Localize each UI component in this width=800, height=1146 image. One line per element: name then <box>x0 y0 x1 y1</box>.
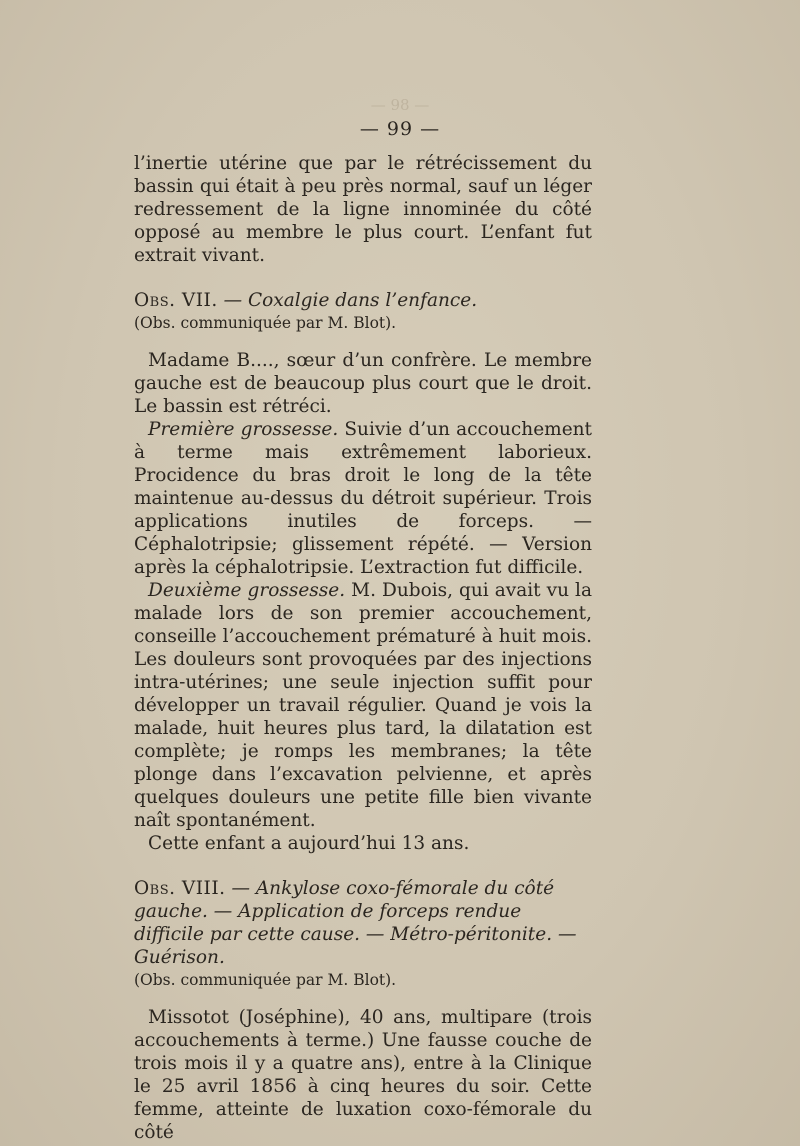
obs-viii-heading <box>134 877 592 969</box>
paragraph: l’inertie utérine que par le rétrécissement du bassin qui était à peu près normal, sauf un léger redressement de la ligne innominée du côté opposé au membre le plus court. L’enfant fut extrait vivant. <box>134 153 592 266</box>
page-number: — 99 — <box>359 118 441 140</box>
paragraph <box>134 579 592 832</box>
obs-viii-title: — Ankylose coxo-fémorale du côté gauche. — Application de forceps rendue difficile par cette cause. — Métro-péritonite. — Guérison. <box>134 878 577 968</box>
obs-vii-label: Obs. VII. <box>134 290 218 311</box>
obs-vii-title: — Coxalgie dans l’enfance. <box>217 290 478 311</box>
paragraph: Madame B...., sœur d’un confrère. Le membre gauche est de beaucoup plus court que le droit. Le bassin est rétréci. <box>134 350 592 417</box>
paragraph-lead: Première grossesse. <box>148 419 339 440</box>
bleed-through-page-number: — 98 — <box>370 96 430 114</box>
obs-viii-credit: (Obs. communiquée par M. Blot). <box>134 971 397 989</box>
paragraph: Cette enfant a aujourd’hui 13 ans. <box>148 833 470 854</box>
obs-vii-heading <box>134 289 592 312</box>
paragraph-lead: Deuxième grossesse. <box>148 580 346 601</box>
body-text <box>134 152 592 1144</box>
paragraph: Missotot (Joséphine), 40 ans, multipare (trois accouchements à terme.) Une fausse couche de trois mois il y a quatre ans), entre à la Clinique le 25 avril 1856 à cinq heures du soir. Cette femme, atteinte de luxation coxo-fémorale du côté <box>134 1007 592 1143</box>
obs-viii-label: Obs. VIII. <box>134 878 226 899</box>
obs-vii-credit: (Obs. communiquée par M. Blot). <box>134 314 397 332</box>
paragraph <box>134 418 592 579</box>
paragraph-body: M. Dubois, qui avait vu la malade lors de son premier accouchement, conseille l’accouchement prématuré à huit mois. Les douleurs sont provoquées par des injections intra-utérines; une seule injection suffit pour développer un travail régulier. Quand je vois la malade, huit heures plus tard, la dilatation est complète; je romps les membranes; la tête plonge dans l’excavation pelvienne, et après quelques douleurs une petite fille bien vivante naît spontanément. <box>134 580 592 831</box>
paragraph-body: Suivie d’un accouchement à terme mais extrêmement laborieux. Procidence du bras droit le long de la tête maintenue au-dessus du détroit supérieur. Trois applications inutiles de forceps. — Céphalotripsie; glissement répété. — Version après la céphalotripsie. L’extraction fut difficile. <box>134 419 592 578</box>
